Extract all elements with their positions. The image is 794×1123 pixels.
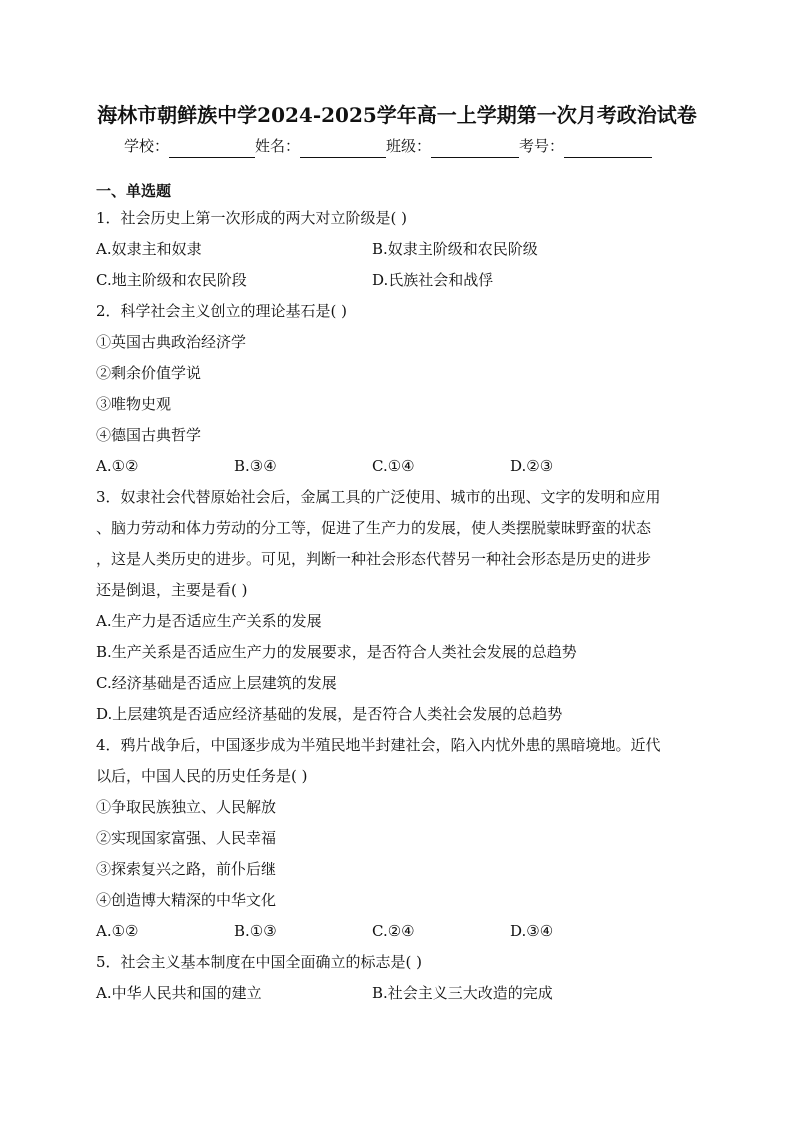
id-label: 考号： — [519, 137, 565, 155]
option-a: A.①② — [96, 457, 139, 475]
option-row — [96, 265, 706, 296]
option-b: B.③④ — [234, 457, 277, 475]
statement-item: ③唯物史观 — [96, 395, 172, 413]
question-stem-line: 3．奴隶社会代替原始社会后，金属工具的广泛使用、城市的出现、文字的发明和应用 — [96, 488, 661, 506]
question-stem-line: 还是倒退，主要是看( ) — [96, 581, 248, 599]
option-c: C.①④ — [372, 457, 415, 475]
question-stem-line: 以后，中国人民的历史任务是( ) — [96, 767, 308, 785]
question-stem-line: ，这是人类历史的进步。可见，判断一种社会形态代替另一种社会形态是历史的进步 — [96, 550, 652, 568]
question-stem-line: 、脑力劳动和体力劳动的分工等，促进了生产力的发展，使人类摆脱蒙昧野蛮的状态 — [96, 519, 652, 537]
option-row — [96, 978, 706, 1009]
option-a: A.奴隶主和奴隶 — [96, 240, 202, 258]
section-heading: 一、单选题 — [96, 182, 172, 200]
name-blank[interactable] — [300, 139, 386, 158]
statement-item: ②实现国家富强、人民幸福 — [96, 829, 277, 847]
school-blank[interactable] — [169, 139, 255, 158]
statement-item: ③探索复兴之路，前仆后继 — [96, 860, 277, 878]
statement-item: ②剩余价值学说 — [96, 364, 202, 382]
option-b: B.社会主义三大改造的完成 — [372, 984, 553, 1002]
option-d: D.②③ — [510, 457, 554, 475]
name-label: 姓名： — [255, 137, 301, 155]
option-d: D.上层建筑是否适应经济基础的发展，是否符合人类社会发展的总趋势 — [96, 705, 563, 723]
id-blank[interactable] — [564, 139, 652, 158]
question-stem: 5．社会主义基本制度在中国全面确立的标志是( ) — [96, 953, 423, 971]
option-d: D.③④ — [510, 922, 554, 940]
option-b: B.生产关系是否适应生产力的发展要求，是否符合人类社会发展的总趋势 — [96, 643, 577, 661]
question-stem-line: 4．鸦片战争后，中国逐步成为半殖民地半封建社会，陷入内忧外患的黑暗境地。近代 — [96, 736, 661, 754]
statement-item: ①英国古典政治经济学 — [96, 333, 247, 351]
option-c: C.经济基础是否适应上层建筑的发展 — [96, 674, 337, 692]
option-c: C.地主阶级和农民阶段 — [96, 271, 247, 289]
option-a: A.生产力是否适应生产关系的发展 — [96, 612, 322, 630]
class-blank[interactable] — [431, 139, 519, 158]
option-b: B.①③ — [234, 922, 277, 940]
class-label: 班级： — [386, 137, 432, 155]
option-b: B.奴隶主阶级和农民阶级 — [372, 240, 538, 258]
statement-item: ①争取民族独立、人民解放 — [96, 798, 277, 816]
option-d: D.氏族社会和战俘 — [372, 271, 494, 289]
statement-item: ④创造博大精深的中华文化 — [96, 891, 277, 909]
question-list — [96, 179, 706, 1009]
question-stem: 2．科学社会主义创立的理论基石是( ) — [96, 302, 348, 320]
student-info-row — [124, 134, 684, 158]
option-row — [96, 451, 706, 482]
question-stem: 1．社会历史上第一次形成的两大对立阶级是( ) — [96, 209, 408, 227]
statement-item: ④德国古典哲学 — [96, 426, 202, 444]
option-c: C.②④ — [372, 922, 415, 940]
option-a: A.①② — [96, 922, 139, 940]
page-title: 海林市朝鲜族中学2024-2025学年高一上学期第一次月考政治试卷 — [97, 103, 697, 127]
option-row — [96, 916, 706, 947]
school-label: 学校： — [124, 137, 170, 155]
option-row — [96, 234, 706, 265]
option-a: A.中华人民共和国的建立 — [96, 984, 262, 1002]
